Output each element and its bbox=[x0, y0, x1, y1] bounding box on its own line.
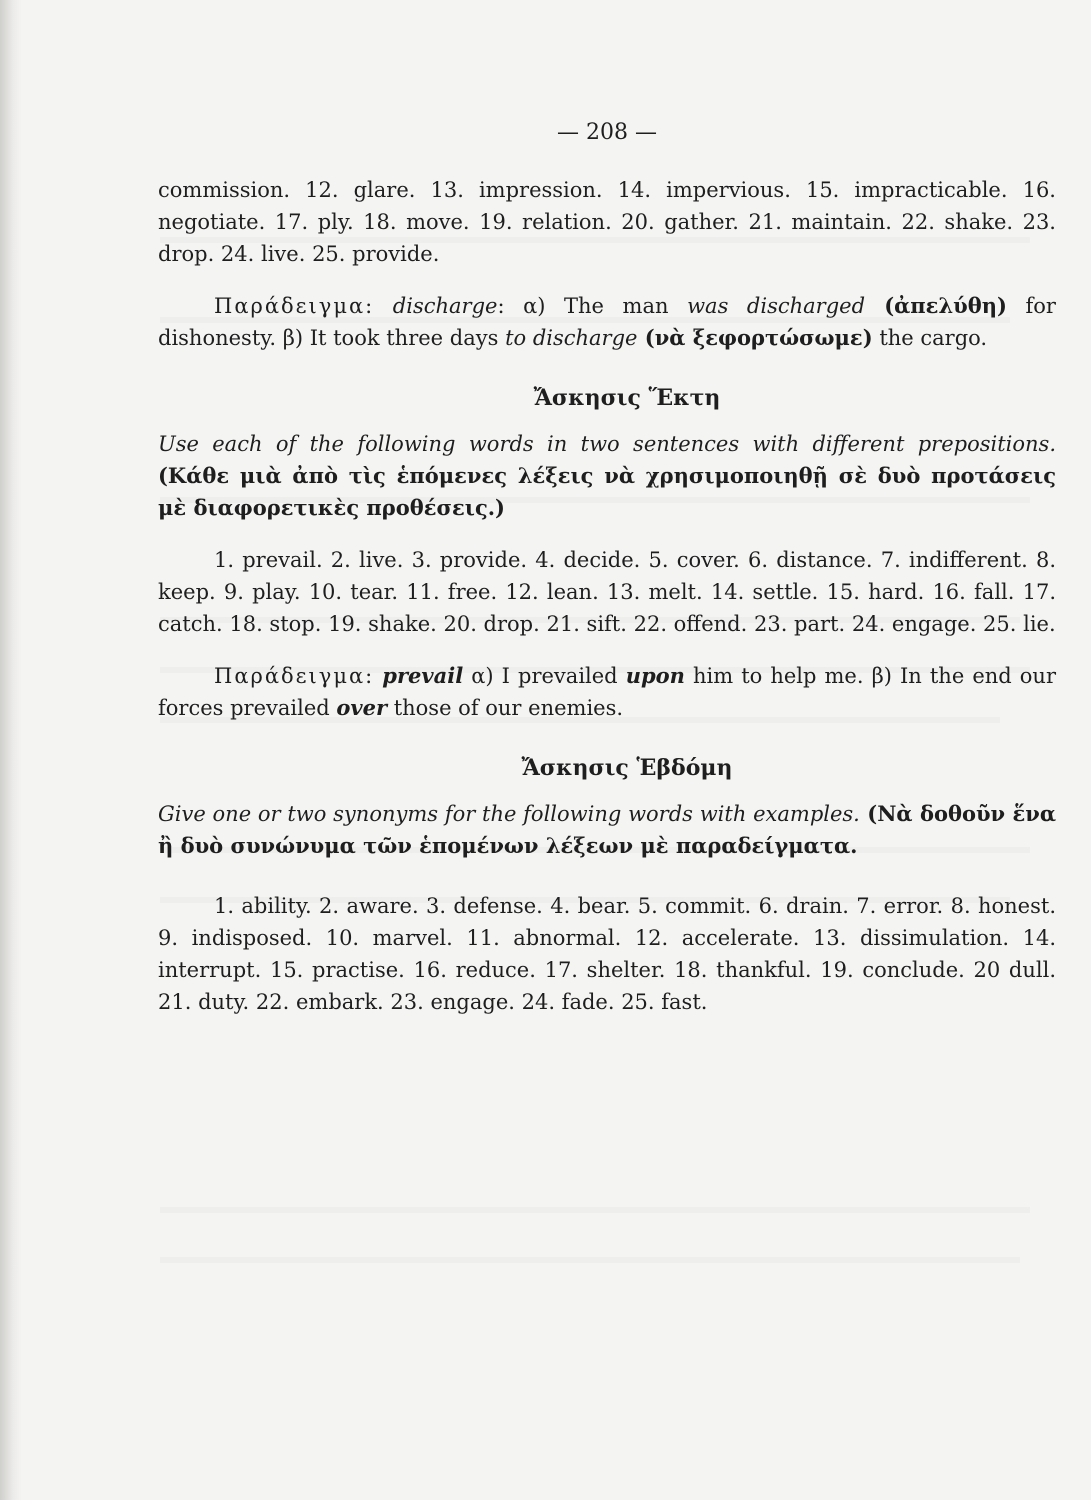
example-word: prevail bbox=[382, 663, 464, 688]
example-preposition-1: upon bbox=[625, 663, 685, 688]
exercise-6-instruction bbox=[158, 428, 1056, 524]
example-preposition-2: over bbox=[336, 695, 388, 720]
example-text-1: α) I prevailed bbox=[463, 664, 626, 688]
example-word: discharge bbox=[392, 294, 498, 318]
example-label: Παράδειγμα: bbox=[214, 664, 375, 688]
exercise-7-word-list: 1. ability. 2. aware. 3. defense. 4. bear. 5. commit. 6. drain. 7. error. 8. honest. 9. indisposed. 10. marvel. 11. abnormal. 12. accelerate. 13. dissimulation. 14. interrupt. 15. practise. 16. reduce. 17. shelter. 18. thankful. 19. conclude. 20 dull. 21. duty. 22. embark. 23. engage. 24. fade. 25. fast. bbox=[158, 894, 1056, 1014]
exercise-7-instruction bbox=[158, 798, 1056, 862]
page-content bbox=[158, 118, 1056, 1018]
example-text-3: the cargo. bbox=[872, 326, 988, 350]
example-phrase-1: was discharged bbox=[687, 294, 866, 318]
exercise-7-title: Ἄσκησις Ἑβδόμη bbox=[521, 755, 733, 781]
example-greek-1: (ἀπελύθη) bbox=[865, 293, 1007, 318]
exercise-7-instruction-en: Give one or two synonyms for the following words with examples. bbox=[158, 802, 860, 826]
example-text-2: for dishonesty. β) It took three days bbox=[158, 294, 1056, 350]
example-phrase-2: to discharge bbox=[505, 326, 638, 350]
example-prevail bbox=[158, 660, 1056, 724]
example-text-2: him to help me. β) In the end our forces prevailed bbox=[158, 664, 1056, 720]
exercise-7-instruction-gr: (Νὰ δοθοῦν ἕνα ἢ δυὸ συνώνυμα τῶν ἑπομένων λέξεων μὲ παραδείγματα. bbox=[158, 801, 1056, 858]
page-binding-shadow bbox=[0, 0, 22, 1500]
exercise-6-instruction-gr: (Κάθε μιὰ ἀπὸ τὶς ἑπόμενες λέξεις νὰ χρησιμοποιηθῇ σὲ δυὸ προτάσεις μὲ διαφορετικὲς προθέσεις.) bbox=[158, 463, 1056, 520]
exercise-6-title: Ἄσκησις Ἕκτη bbox=[533, 385, 721, 411]
exercise-6-instruction-en: Use each of the following words in two sentences with different prepositions. bbox=[158, 432, 1056, 456]
exercise-6-word-list: 1. prevail. 2. live. 3. provide. 4. decide. 5. cover. 6. distance. 7. indifferent. 8. keep. 9. play. 10. tear. 11. free. 12. lean. 13. melt. 14. settle. 15. hard. 16. fall. 17. catch. 18. stop. 19. shake. 20. drop. 21. sift. 22. offend. 23. part. 24. engage. 25. lie. bbox=[158, 548, 1056, 636]
example-label: Παράδειγμα: bbox=[214, 294, 375, 318]
example-discharge bbox=[158, 290, 1056, 354]
example-greek-2: (νὰ ξεφορτώσωμε) bbox=[637, 325, 873, 350]
example-text-1: : α) The man bbox=[497, 294, 688, 318]
example-text-3: those of our enemies. bbox=[387, 696, 624, 720]
continued-word-list: commission. 12. glare. 13. impression. 14. impervious. 15. impracticable. 16. negotiate. 17. ply. 18. move. 19. relation. 20. gather. 21. maintain. 22. shake. 23. drop. 24. live. 25. provide. bbox=[158, 178, 1056, 266]
page-number: — 208 — bbox=[557, 120, 657, 145]
